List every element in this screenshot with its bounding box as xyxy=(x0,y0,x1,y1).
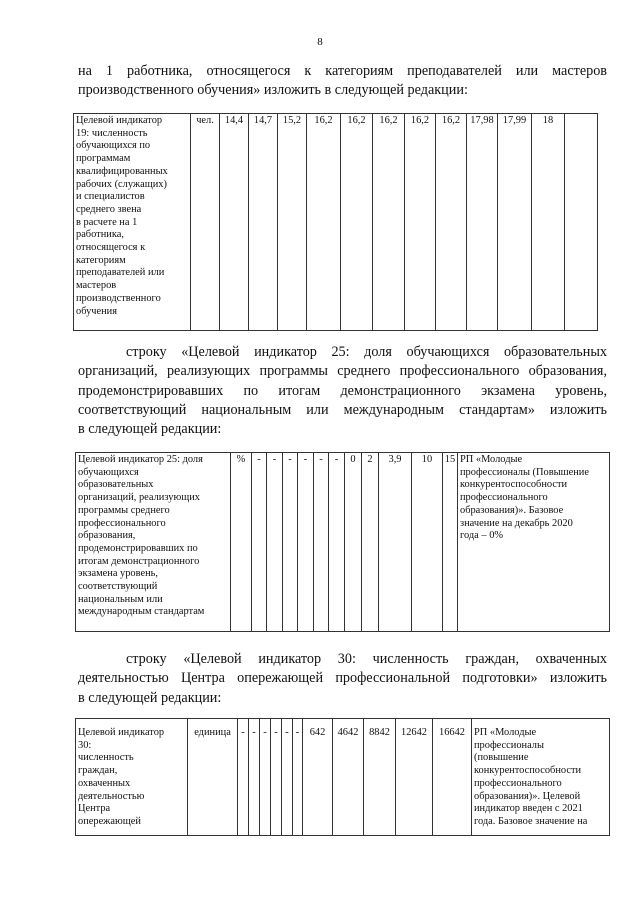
value-cell: - xyxy=(249,719,260,836)
indicator-30-table xyxy=(75,718,610,836)
value-cell: - xyxy=(271,719,282,836)
value-cell: 14,7 xyxy=(249,114,278,331)
value-cell: - xyxy=(260,719,271,836)
table-row xyxy=(76,719,610,836)
value-cell: - xyxy=(238,719,249,836)
value-cell: 17,98 xyxy=(467,114,498,331)
paragraph-2 xyxy=(78,343,607,439)
unit-cell: чел. xyxy=(191,114,220,331)
text-line: деятельностью Центра опережающей профессиональной подготовки» изложить xyxy=(78,670,607,687)
value-cell: 3,9 xyxy=(379,453,412,632)
value-cell: 16,2 xyxy=(405,114,436,331)
value-cell: 16,2 xyxy=(341,114,373,331)
value-cell: - xyxy=(293,719,303,836)
text-line: соответствующий национальным или международным стандартам» изложить xyxy=(78,401,607,418)
indicator-19-table xyxy=(73,113,639,331)
value-cell: 2 xyxy=(362,453,379,632)
value-cell: 8842 xyxy=(364,719,396,836)
indicator-25-table xyxy=(75,452,610,632)
value-cell: 15 xyxy=(443,453,458,632)
text-line: в следующей редакции: xyxy=(78,421,222,438)
value-cell: - xyxy=(252,453,267,632)
value-cell: 642 xyxy=(303,719,333,836)
value-cell: 16,2 xyxy=(307,114,341,331)
text-line: на 1 работника, относящегося к категориям преподавателей или мастеров xyxy=(78,63,607,79)
indicator-name: Целевой индикатор 30: численность граждан, охваченных деятельностью Центра опережающей xyxy=(76,719,188,836)
value-cell: 12642 xyxy=(396,719,433,836)
text-line: в следующей редакции: xyxy=(78,689,222,706)
value-cell: - xyxy=(267,453,283,632)
value-cell: 4642 xyxy=(333,719,364,836)
value-cell: - xyxy=(329,453,345,632)
note-cell: РП «Молодые профессионалы (повышение конкурентоспособности профессионального образования)». Целевой индикатор введен с 2021 года. Базовое значение на xyxy=(472,719,610,836)
text-line: строку «Целевой индикатор 25: доля обучающихся образовательных xyxy=(126,344,607,360)
paragraph-3 xyxy=(78,650,607,708)
value-cell: 16,2 xyxy=(373,114,405,331)
note-cell xyxy=(565,114,598,331)
text-line: организаций, реализующих программы среднего профессионального образования, xyxy=(78,363,607,380)
value-cell: - xyxy=(314,453,329,632)
text-line: строку «Целевой индикатор 30: численность граждан, охваченных xyxy=(126,651,607,667)
indicator-name: Целевой индикатор 19: численность обучающихся по программам квалифицированных рабочих (служащих) и специалистов среднего звена в расчете на 1 работника, относящегося к категориям преподавателей или мастеров производственного обучения xyxy=(74,114,191,331)
value-cell: 0 xyxy=(345,453,362,632)
value-cell: 16,2 xyxy=(436,114,467,331)
value-cell: 15,2 xyxy=(278,114,307,331)
value-cell: - xyxy=(298,453,314,632)
paragraph-1 xyxy=(78,62,607,101)
value-cell: 14,4 xyxy=(220,114,249,331)
table-row xyxy=(74,114,639,331)
text-line: производственного обучения» изложить в следующей редакции: xyxy=(78,82,468,99)
unit-cell: единица xyxy=(188,719,238,836)
indicator-name: Целевой индикатор 25: доля обучающихся образовательных организаций, реализующих программы среднего профессионального образования, продемонстрировавших по итогам демонстрационного экзамена уровень, соответствующий национальным или международным стандартам xyxy=(76,453,231,632)
value-cell: - xyxy=(282,719,293,836)
value-cell: 17,99 xyxy=(498,114,532,331)
table-row xyxy=(76,453,610,632)
value-cell: 16642 xyxy=(433,719,472,836)
page-number: 8 xyxy=(317,36,323,48)
value-cell: 10 xyxy=(412,453,443,632)
unit-cell: % xyxy=(231,453,252,632)
value-cell: 18 xyxy=(532,114,565,331)
value-cell: - xyxy=(283,453,298,632)
text-line: продемонстрировавших по итогам демонстрационного экзамена уровень, xyxy=(78,382,607,399)
note-cell: РП «Молодые профессионалы (Повышение конкурентоспособности профессионального образования)». Базовое значение на декабрь 2020 года – 0% xyxy=(458,453,610,632)
